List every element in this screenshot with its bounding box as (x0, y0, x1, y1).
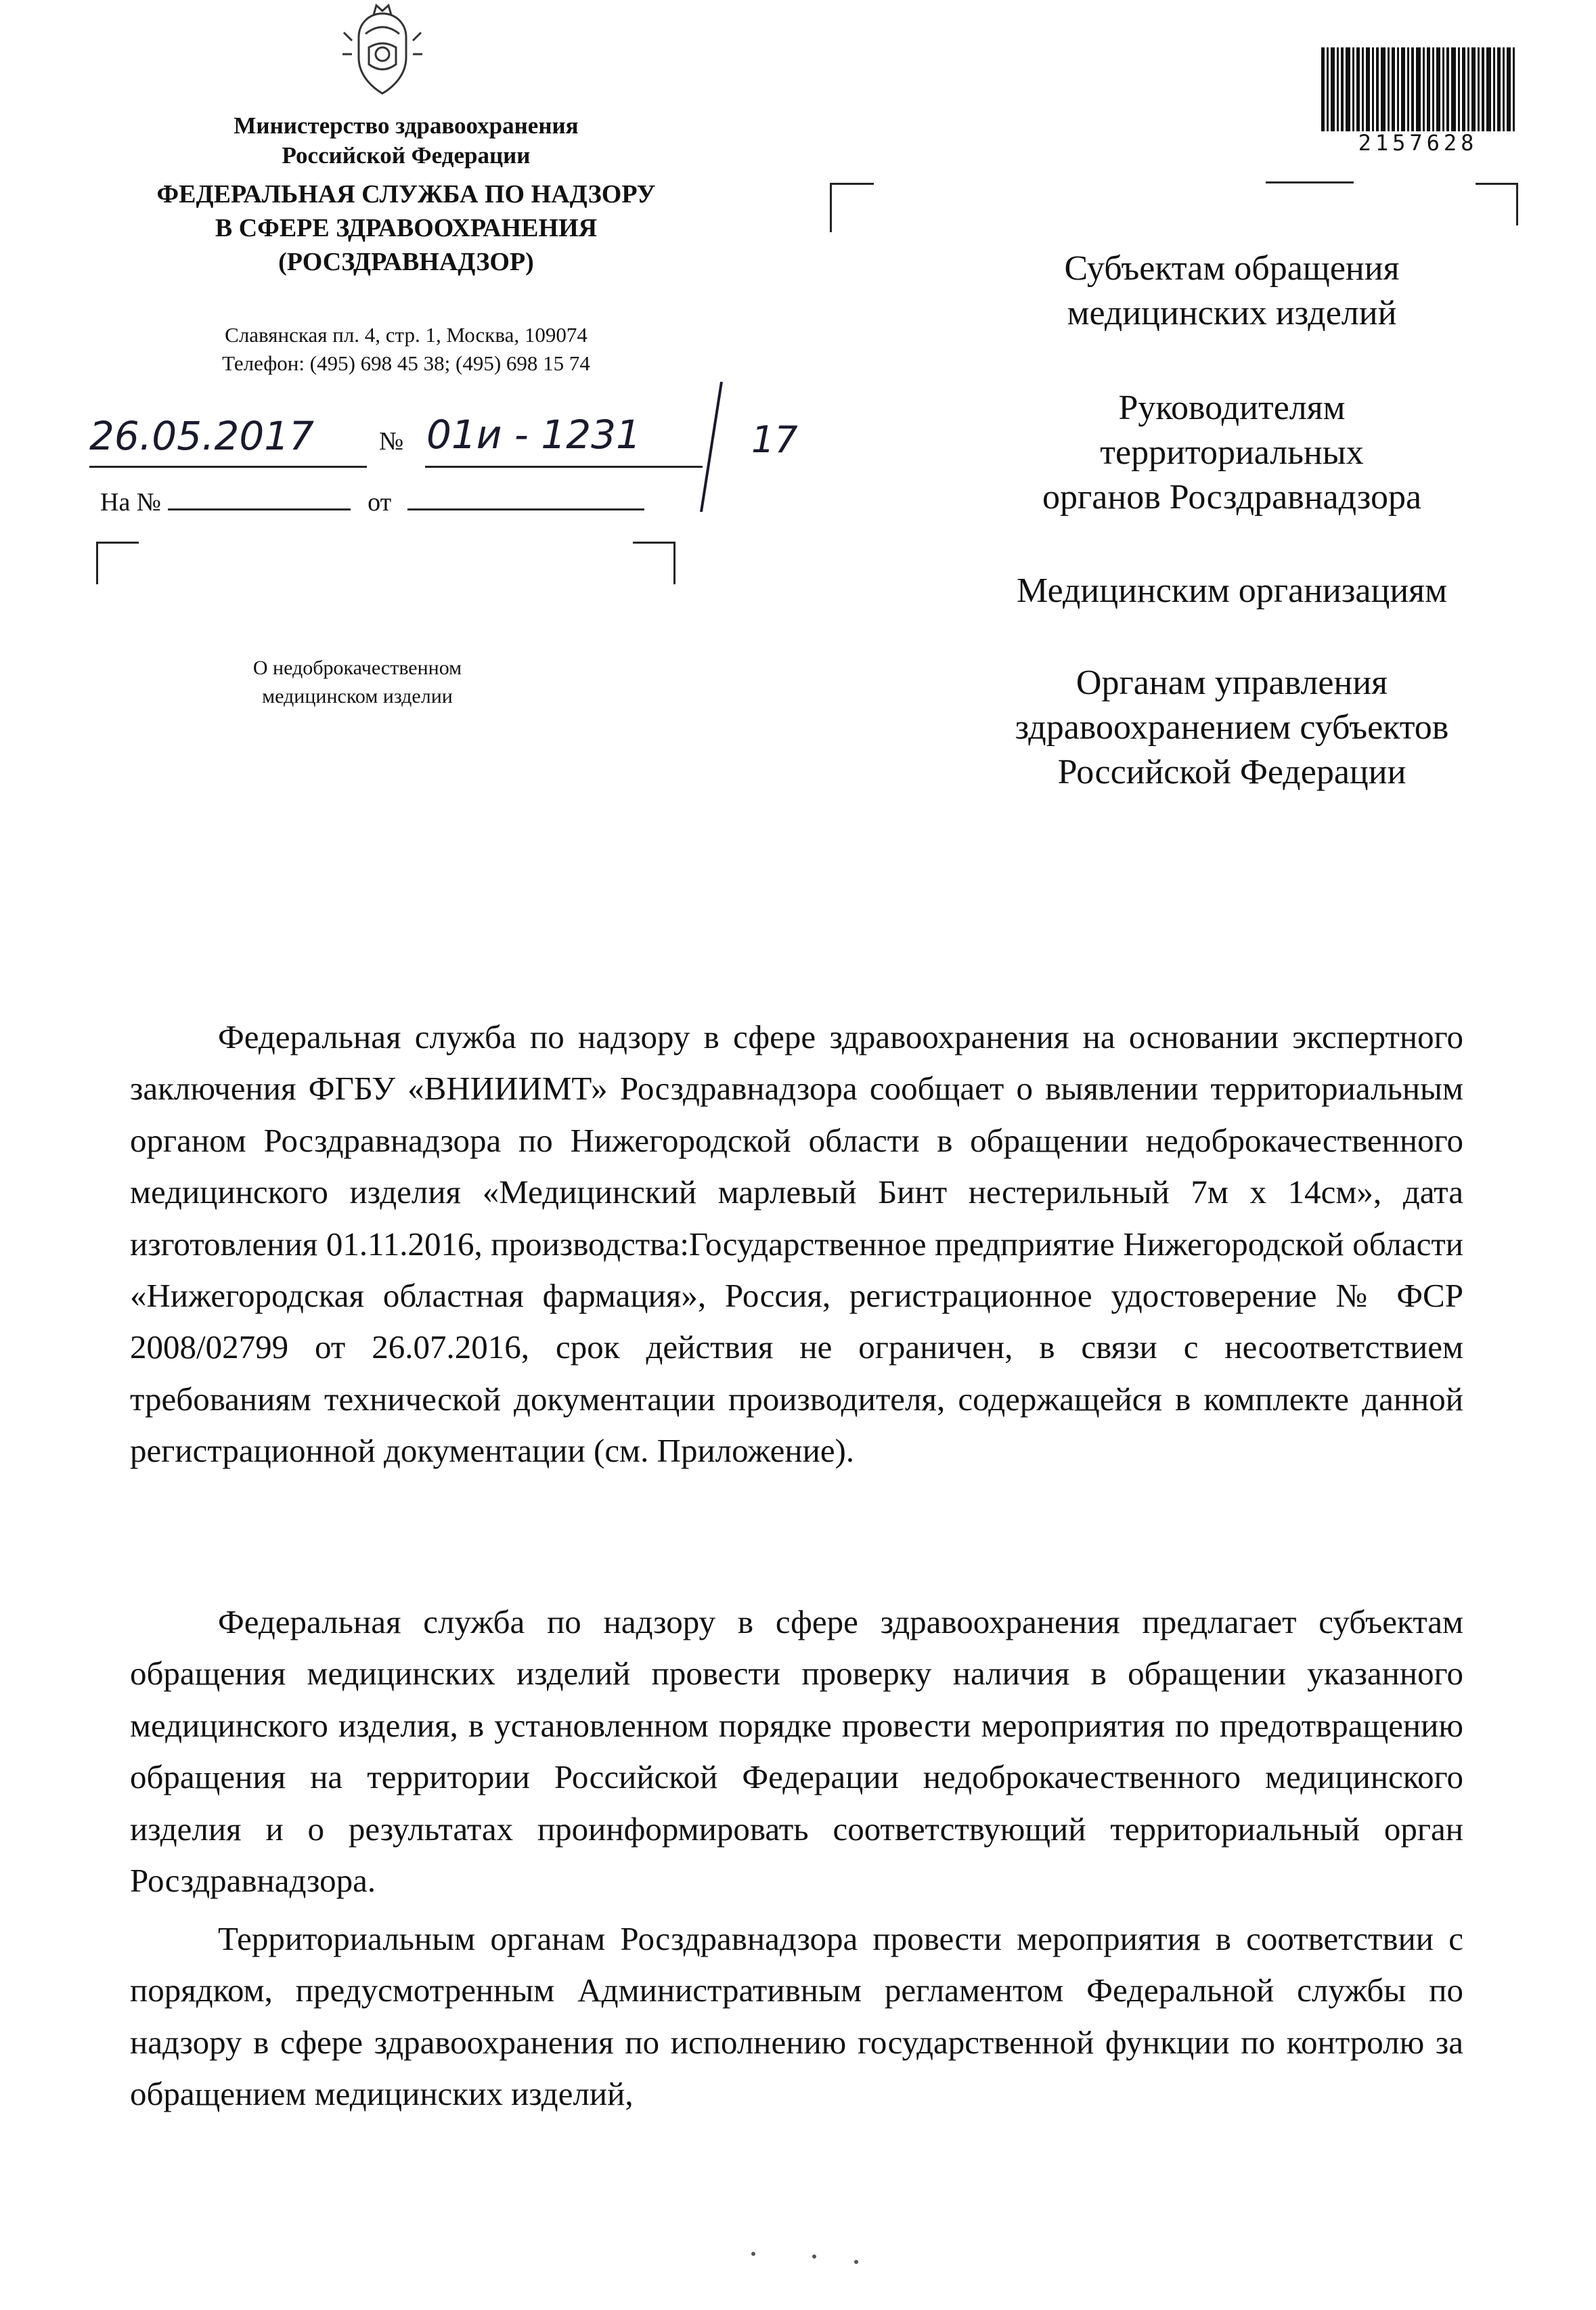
barcode-number: 2157628 (1358, 130, 1478, 156)
addressee-line: медицинских изделий (1067, 294, 1397, 332)
reference-from-label: от (368, 488, 392, 517)
address-line: Славянская пл. 4, стр. 1, Москва, 109074 (225, 323, 588, 347)
letter-body (130, 1596, 1463, 1906)
number-underline (425, 466, 703, 468)
reference-label: На № (100, 488, 162, 517)
addressee-block (893, 661, 1570, 795)
reference-line (100, 487, 644, 517)
address-line: Телефон: (495) 698 45 38; (495) 698 15 74 (222, 351, 590, 375)
addressee-block (893, 246, 1570, 336)
registration-date: 26.05.2017 (89, 413, 315, 459)
letter-subject (215, 654, 500, 711)
body-paragraph: Федеральная служба по надзору в сфере здравоохранения предлагает субъектам обращения медицинских изделий провести проверку наличия в обращении указанного медицинского изделия, в установленном порядке провести мероприятия по предотвращению обращения на территории Российской Федерации недоброкачественного медицинского изделия и о результатах проинформировать соответствующий территориальный орган Росздравнадзора. (130, 1603, 1463, 1900)
body-paragraph: Федеральная служба по надзору в сфере здравоохранения на основании экспертного заключения ФГБУ «ВНИИИМТ» Росздравнадзора сообщает о выявлении территориальным органом Росздравнадзора по Нижегородской области в обращении недоброкачественного медицинского изделия «Медицинский марлевый Бинт нестерильный 7м х 14см», дата изготовления 01.11.2016, производства:Государственное предприятие Нижегородской области «Нижегородская областная фармация», Россия, регистрационное удостоверение № ФСР 2008/02799 от 26.07.2016, срок действия не ограничен, в связи с несоответствием требованиям технической документации производителя, содержащейся в комплекте данной регистрационной документации (см. Приложение). (130, 1018, 1463, 1470)
reference-number-blank (168, 508, 351, 510)
letter-body (130, 1011, 1463, 1477)
reference-date-blank (407, 508, 644, 510)
corner-mark (633, 542, 675, 584)
scan-speck (854, 2260, 858, 2264)
addressee-block (893, 386, 1570, 520)
addressee-line: органов Росздравнадзора (1042, 478, 1422, 517)
registration-suffix: 17 (751, 418, 798, 461)
letter-body (130, 1913, 1463, 2120)
addressee-line: Субъектам обращения (1064, 249, 1400, 288)
addressee-line: территориальных (1100, 433, 1364, 472)
ministry-line: Министерство здравоохранения (234, 112, 579, 139)
barcode-icon (1320, 47, 1516, 131)
addressee-line: Руководителям (1118, 389, 1346, 427)
dash-mark (1266, 181, 1354, 183)
addressee-block (893, 569, 1570, 613)
service-line: ФЕДЕРАЛЬНАЯ СЛУЖБА ПО НАДЗОРУ (156, 180, 656, 209)
service-address (142, 321, 670, 378)
corner-mark (96, 542, 139, 584)
addressee-line: здравоохранением субъектов (1015, 708, 1449, 747)
scan-speck (812, 2254, 816, 2259)
service-line: В СФЕРЕ ЗДРАВООХРАНЕНИЯ (215, 214, 598, 242)
addressee-line: Российской Федерации (1057, 753, 1406, 791)
registration-number: 01и - 1231 (426, 412, 641, 458)
ministry-name (156, 111, 657, 171)
date-underline (89, 466, 367, 468)
coat-of-arms-emblem-icon (332, 0, 433, 102)
ministry-line: Российской Федерации (282, 142, 531, 169)
scan-speck (751, 2252, 755, 2256)
corner-mark (830, 183, 874, 232)
subject-line: О недоброкачественном (252, 657, 462, 679)
addressee-line: Органам управления (1076, 663, 1388, 702)
corner-mark (1476, 183, 1518, 225)
subject-line: медицинском изделии (262, 685, 453, 707)
slash-mark (697, 379, 724, 515)
service-line: (РОСЗДРАВНАДЗОР) (278, 248, 534, 276)
service-name (88, 177, 724, 279)
registration-number-sign: № (379, 427, 404, 456)
body-paragraph: Территориальным органам Росздравнадзора провести мероприятия в соответствии с порядком, предусмотренным Административным регламентом Федеральной службы по надзору в сфере здравоохранения по исполнению государственной функции по контролю за обращением медицинских изделий, (130, 1920, 1463, 2113)
addressee-line: Медицинским организациям (1017, 571, 1447, 610)
